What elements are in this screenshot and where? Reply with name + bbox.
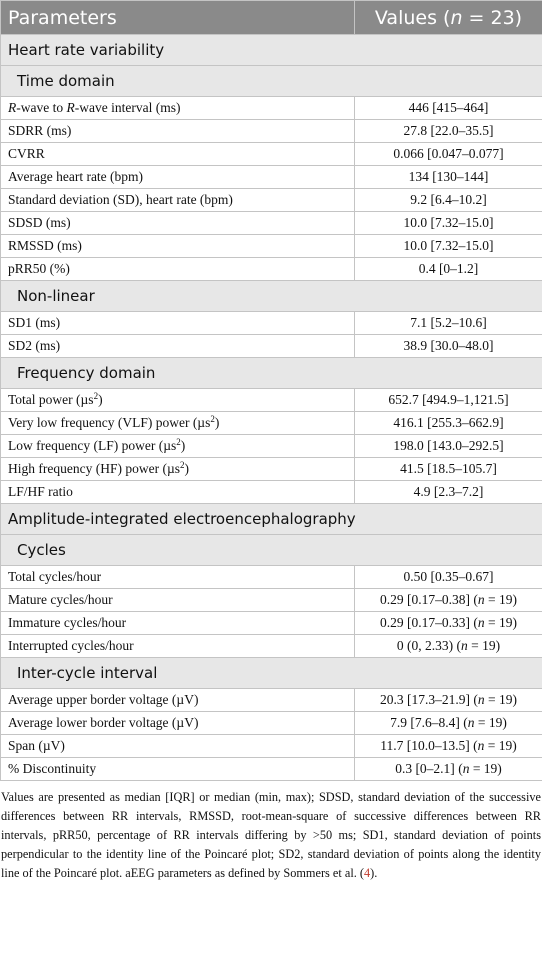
row-label: LF/HF ratio xyxy=(1,481,355,504)
row-label xyxy=(1,458,355,481)
row-value: 27.8 [22.0–35.5] xyxy=(355,120,542,143)
value-part: 0.29 [0.17–0.38] xyxy=(380,592,470,607)
label-part: Low frequency (LF) power (µs xyxy=(8,438,177,453)
label-sup: 2 xyxy=(93,391,99,401)
subsection-non-linear: Non-linear xyxy=(1,281,542,312)
row-value xyxy=(355,635,542,658)
row-value: 41.5 [18.5–105.7] xyxy=(355,458,542,481)
header-values-suffix: = 23) xyxy=(462,6,523,29)
subsection-row xyxy=(1,281,542,312)
reference-link[interactable]: 4 xyxy=(363,866,371,880)
table-row xyxy=(1,481,542,504)
row-value: 652.7 [494.9–1,121.5] xyxy=(355,389,542,412)
table-row xyxy=(1,689,542,712)
table-row xyxy=(1,258,542,281)
row-value xyxy=(355,758,542,781)
header-values xyxy=(355,1,542,35)
table-row xyxy=(1,435,542,458)
row-label: Mature cycles/hour xyxy=(1,589,355,612)
table-row xyxy=(1,735,542,758)
row-label: Standard deviation (SD), heart rate (bpm) xyxy=(1,189,355,212)
row-label: RMSSD (ms) xyxy=(1,235,355,258)
value-part: ( xyxy=(459,715,468,730)
row-value: 134 [130–144] xyxy=(355,166,542,189)
row-label: Total cycles/hour xyxy=(1,566,355,589)
subsection-row xyxy=(1,66,542,97)
value-part: 0.29 [0.17–0.33] xyxy=(380,615,470,630)
value-part: 20.3 [17.3–21.9] xyxy=(380,692,470,707)
value-n: n xyxy=(477,692,485,707)
subsection-inter-cycle-interval: Inter-cycle interval xyxy=(1,658,542,689)
row-label: Span (µV) xyxy=(1,735,355,758)
header-values-prefix: Values ( xyxy=(374,6,451,29)
row-value xyxy=(355,712,542,735)
table-header-row xyxy=(1,1,542,35)
value-part: ( xyxy=(453,638,461,653)
label-part: R xyxy=(8,100,17,115)
value-n: n xyxy=(461,638,468,653)
row-value xyxy=(355,612,542,635)
row-label: SDSD (ms) xyxy=(1,212,355,235)
subsection-row xyxy=(1,658,542,689)
value-part: 0.3 [0–2.1] xyxy=(395,761,455,776)
subsection-frequency-domain: Frequency domain xyxy=(1,358,542,389)
table-row xyxy=(1,312,542,335)
row-value: 416.1 [255.3–662.9] xyxy=(355,412,542,435)
row-value: 446 [415–464] xyxy=(355,97,542,120)
header-parameters: Parameters xyxy=(1,1,355,35)
row-value: 9.2 [6.4–10.2] xyxy=(355,189,542,212)
value-n: n xyxy=(467,715,475,730)
label-part: -wave to xyxy=(16,100,67,115)
label-part: Total power (µs xyxy=(8,392,94,407)
value-n: n xyxy=(477,615,485,630)
label-part: -wave interval (ms) xyxy=(74,100,181,115)
section-hrv: Heart rate variability xyxy=(1,35,542,66)
row-label: Interrupted cycles/hour xyxy=(1,635,355,658)
section-row xyxy=(1,504,542,535)
label-part: ) xyxy=(214,415,220,430)
value-part: = 19) xyxy=(474,715,507,730)
row-value: 7.1 [5.2–10.6] xyxy=(355,312,542,335)
value-part: = 19) xyxy=(484,615,517,630)
row-value: 198.0 [143.0–292.5] xyxy=(355,435,542,458)
row-value xyxy=(355,589,542,612)
row-value: 10.0 [7.32–15.0] xyxy=(355,212,542,235)
row-label: pRR50 (%) xyxy=(1,258,355,281)
table-row xyxy=(1,189,542,212)
row-value: 4.9 [2.3–7.2] xyxy=(355,481,542,504)
value-part: = 19) xyxy=(484,592,517,607)
value-n: n xyxy=(477,592,485,607)
row-label xyxy=(1,412,355,435)
value-n: n xyxy=(462,761,470,776)
table-row xyxy=(1,589,542,612)
section-aeeg: Amplitude-integrated electroencephalography xyxy=(1,504,542,535)
table-row xyxy=(1,166,542,189)
footnote-text: Values are presented as median [IQR] or median (min, max); SDSD, standard deviation of the successive differences between RR intervals, RMSSD, root-mean-square of successive differences between RR intervals, pRR50, percentage of RR intervals differing by >50 ms; SD1, standard deviation of points perpendicular to the identity line of the Poincaré plot; SD2, standard deviation of points along the identity line of the Poincaré plot. aEEG parameters as defined by Sommers et al. ( xyxy=(1,790,541,880)
value-part: = 19) xyxy=(484,738,517,753)
value-part: 7.9 [7.6–8.4] xyxy=(390,715,460,730)
row-label: Average lower border voltage (µV) xyxy=(1,712,355,735)
row-label: CVRR xyxy=(1,143,355,166)
row-value xyxy=(355,735,542,758)
table-row xyxy=(1,458,542,481)
table-row xyxy=(1,235,542,258)
row-label xyxy=(1,97,355,120)
value-part: = 19) xyxy=(467,638,501,653)
row-value: 10.0 [7.32–15.0] xyxy=(355,235,542,258)
value-part: ( xyxy=(470,615,478,630)
table-footnote xyxy=(0,781,542,883)
row-value: 0.4 [0–1.2] xyxy=(355,258,542,281)
subsection-cycles: Cycles xyxy=(1,535,542,566)
label-part: R xyxy=(66,100,75,115)
table-row xyxy=(1,120,542,143)
label-sup: 2 xyxy=(179,460,185,470)
label-part: ) xyxy=(180,438,186,453)
row-label xyxy=(1,389,355,412)
value-part: ( xyxy=(470,592,478,607)
table-row xyxy=(1,143,542,166)
table-row xyxy=(1,412,542,435)
label-part: Very low frequency (VLF) power (µs xyxy=(8,415,211,430)
row-value: 0.50 [0.35–0.67] xyxy=(355,566,542,589)
table-row xyxy=(1,566,542,589)
value-part: 11.7 [10.0–13.5] xyxy=(380,738,470,753)
table-row xyxy=(1,335,542,358)
header-n: n xyxy=(450,6,463,29)
value-part: = 19) xyxy=(469,761,502,776)
table-row xyxy=(1,212,542,235)
row-label: Average upper border voltage (µV) xyxy=(1,689,355,712)
row-value: 38.9 [30.0–48.0] xyxy=(355,335,542,358)
label-part: High frequency (HF) power (µs xyxy=(8,461,180,476)
subsection-row xyxy=(1,358,542,389)
row-label: Immature cycles/hour xyxy=(1,612,355,635)
section-row xyxy=(1,35,542,66)
row-label: SDRR (ms) xyxy=(1,120,355,143)
row-label xyxy=(1,435,355,458)
row-label: % Discontinuity xyxy=(1,758,355,781)
label-sup: 2 xyxy=(210,414,215,424)
label-sup: 2 xyxy=(176,437,181,447)
table-row xyxy=(1,712,542,735)
value-part: ( xyxy=(469,738,478,753)
label-part: ) xyxy=(98,392,103,407)
value-n: n xyxy=(477,738,485,753)
subsection-time-domain: Time domain xyxy=(1,66,542,97)
table-row xyxy=(1,389,542,412)
table-row xyxy=(1,758,542,781)
value-part: = 19) xyxy=(484,692,517,707)
row-label: Average heart rate (bpm) xyxy=(1,166,355,189)
subsection-row xyxy=(1,535,542,566)
value-part: 0 (0, 2.33) xyxy=(396,638,454,653)
table-row xyxy=(1,97,542,120)
footnote-end: ). xyxy=(370,866,378,880)
row-label: SD2 (ms) xyxy=(1,335,355,358)
table-row xyxy=(1,635,542,658)
value-part: ( xyxy=(454,761,463,776)
row-value: 0.066 [0.047–0.077] xyxy=(355,143,542,166)
row-label: SD1 (ms) xyxy=(1,312,355,335)
value-part: ( xyxy=(470,692,478,707)
label-part: ) xyxy=(184,461,189,476)
table-row xyxy=(1,612,542,635)
row-value xyxy=(355,689,542,712)
